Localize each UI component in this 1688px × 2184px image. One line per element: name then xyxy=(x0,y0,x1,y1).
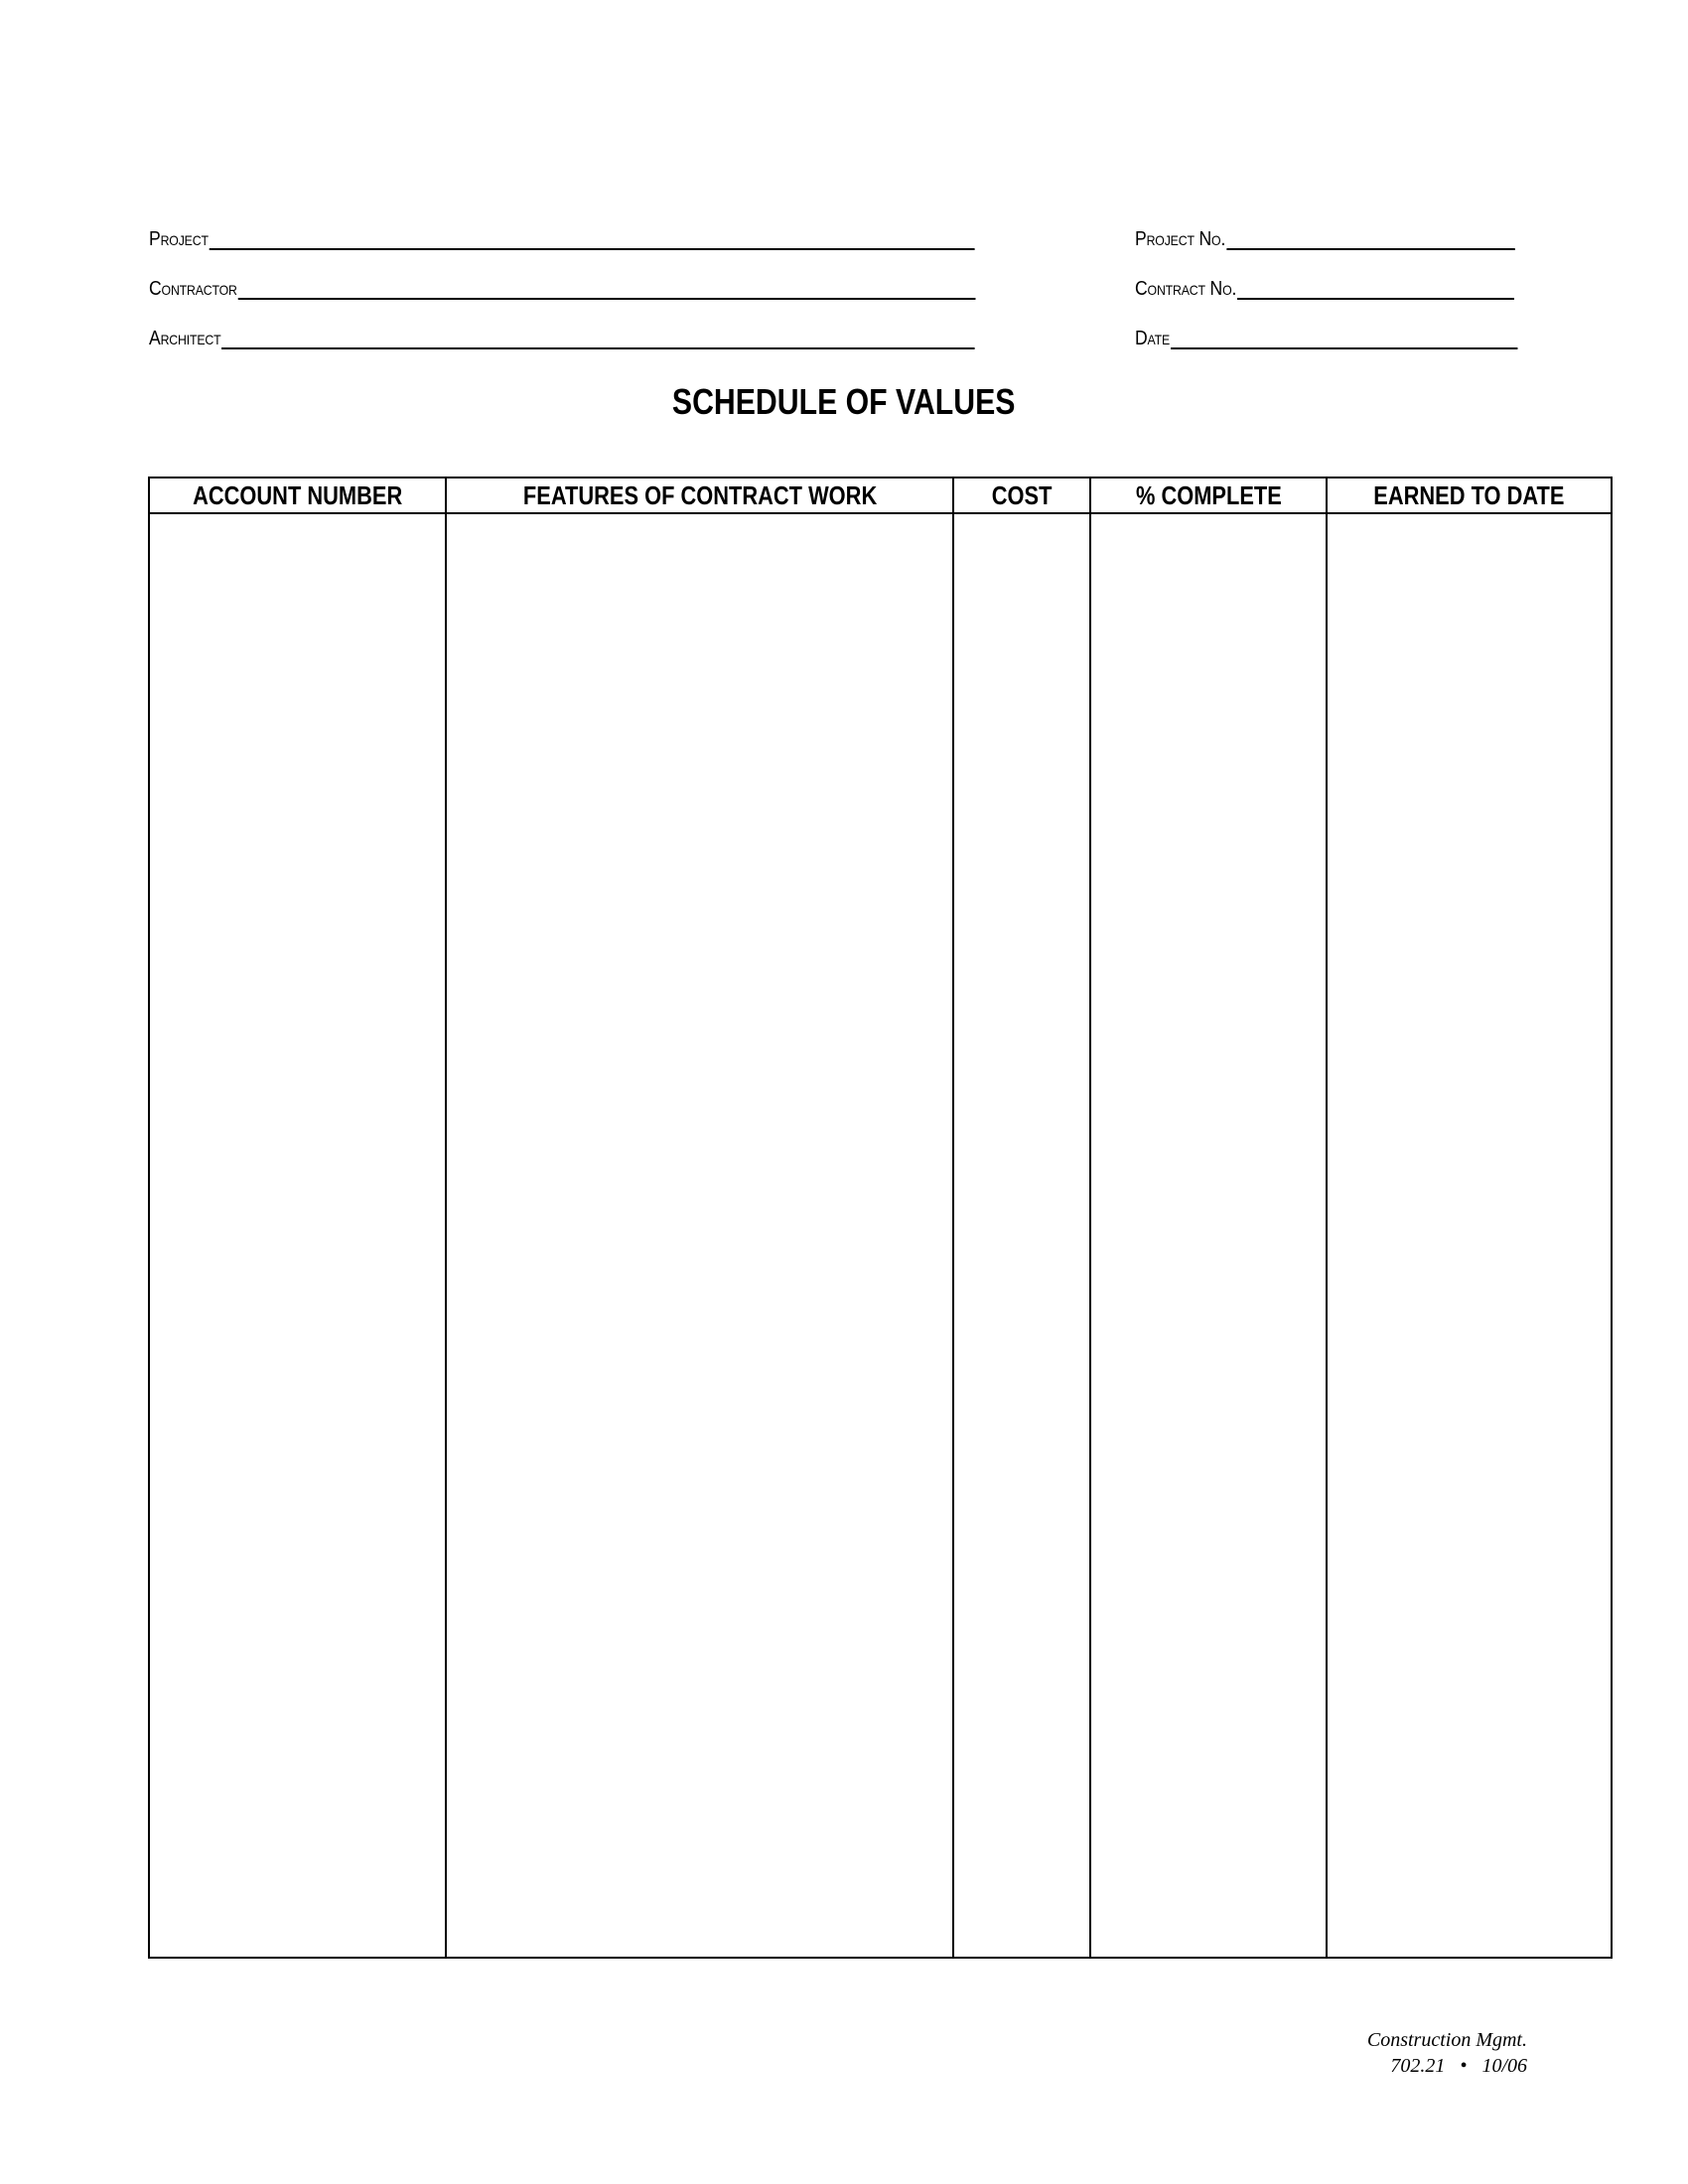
column-header-account-number: ACCOUNT NUMBER xyxy=(149,478,446,513)
footer-separator: • xyxy=(1460,2055,1468,2077)
cost-cell[interactable] xyxy=(953,513,1090,1958)
earned-to-date-cell[interactable] xyxy=(1327,513,1612,1958)
date-input-line[interactable] xyxy=(1171,326,1517,349)
architect-label: Architect xyxy=(149,328,221,349)
contractor-input-line[interactable] xyxy=(238,276,976,300)
page-title: SCHEDULE OF VALUES xyxy=(671,381,1016,422)
footer-department: Construction Mgmt. xyxy=(1366,2029,1527,2051)
account-number-cell[interactable] xyxy=(149,513,446,1958)
architect-input-line[interactable] xyxy=(221,326,975,349)
features-cell[interactable] xyxy=(446,513,953,1958)
column-header-cost: COST xyxy=(953,478,1090,513)
contract-no-input-line[interactable] xyxy=(1237,276,1514,300)
date-label: Date xyxy=(1135,328,1171,349)
project-input-line[interactable] xyxy=(210,226,975,250)
date-field xyxy=(1135,326,1517,349)
contract-no-field xyxy=(1135,276,1514,300)
project-no-field xyxy=(1135,226,1514,250)
footer-form-info xyxy=(1291,2053,1529,2079)
percent-complete-cell[interactable] xyxy=(1090,513,1327,1958)
project-field xyxy=(149,226,975,250)
contract-no-label: Contract No. xyxy=(1135,278,1237,300)
footer-revision: 10/06 xyxy=(1481,2055,1527,2077)
schedule-of-values-table xyxy=(148,477,1613,1959)
column-header-earned-to-date: EARNED TO DATE xyxy=(1327,478,1612,513)
project-no-label: Project No. xyxy=(1135,228,1226,250)
architect-field xyxy=(149,326,975,349)
project-no-input-line[interactable] xyxy=(1226,226,1514,250)
contractor-label: Contractor xyxy=(149,278,237,300)
column-header-percent-complete: % COMPLETE xyxy=(1090,478,1327,513)
table-header-row xyxy=(149,478,1612,513)
table-row xyxy=(149,513,1612,1958)
form-footer xyxy=(1291,2027,1529,2079)
footer-form-number: 702.21 xyxy=(1390,2055,1446,2077)
column-header-features: FEATURES OF CONTRACT WORK xyxy=(446,478,953,513)
project-label: Project xyxy=(149,228,209,250)
contractor-field xyxy=(149,276,975,300)
